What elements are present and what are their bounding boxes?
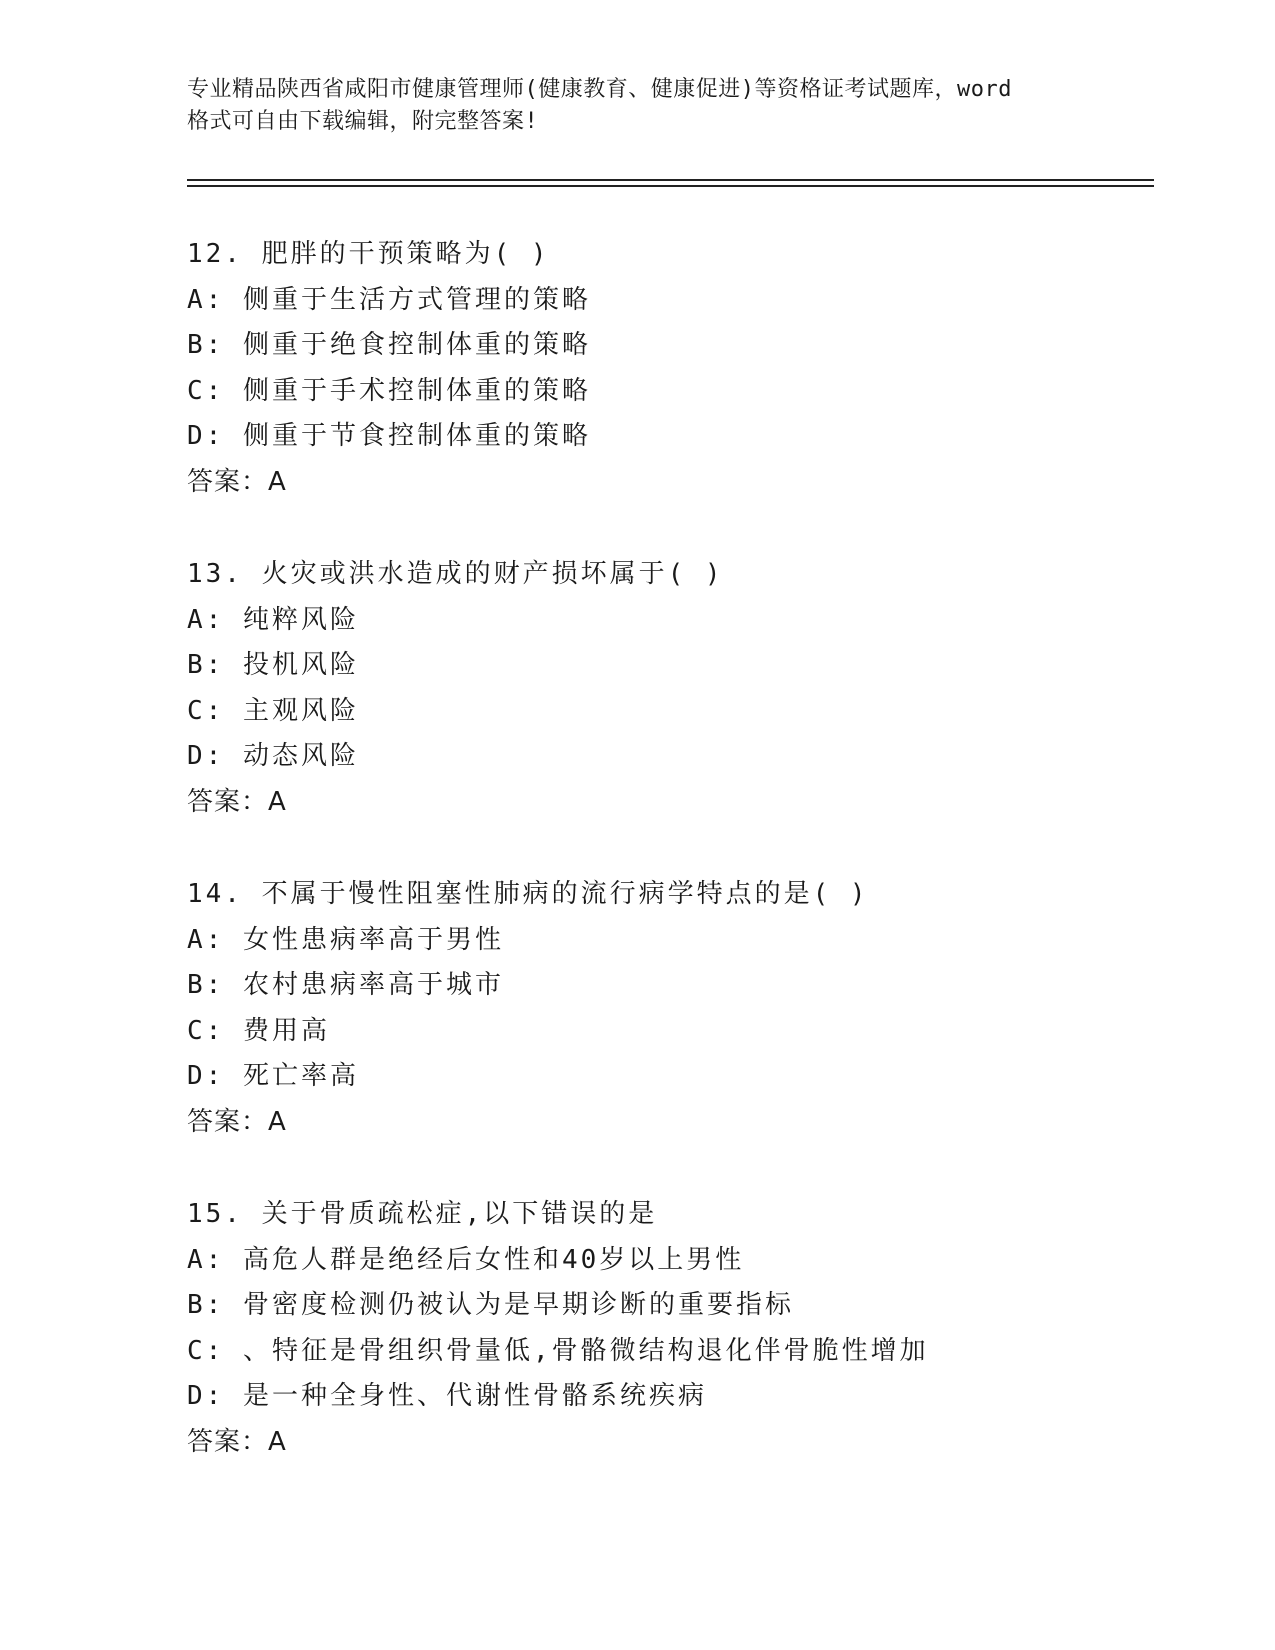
- option-b: B: 侧重于绝食控制体重的策略: [187, 330, 591, 360]
- option-d: D: 侧重于节食控制体重的策略: [187, 421, 591, 451]
- answer: 答案：A: [187, 1106, 287, 1137]
- question-14: [187, 872, 1167, 1145]
- question-15: [187, 1192, 1167, 1465]
- header-line-1: 专业精品陕西省咸阳市健康管理师(健康教育、健康促进)等资格证考试题库，word: [187, 77, 1012, 102]
- header-divider-top: [187, 179, 1154, 181]
- option-b: B: 农村患病率高于城市: [187, 970, 504, 1000]
- option-a: A: 高危人群是绝经后女性和40岁以上男性: [187, 1244, 745, 1275]
- option-d: D: 是一种全身性、代谢性骨骼系统疾病: [187, 1381, 707, 1411]
- question-stem: 13. 火灾或洪水造成的财产损坏属于( ): [187, 559, 724, 589]
- question-12: [187, 232, 1167, 505]
- answer: 答案：A: [187, 786, 287, 817]
- question-stem: 12. 肥胖的干预策略为( ): [187, 239, 550, 269]
- option-a: A: 侧重于生活方式管理的策略: [187, 284, 591, 315]
- option-c: C: 费用高: [187, 1015, 330, 1046]
- answer: 答案：A: [187, 466, 287, 497]
- option-c: C: 、特征是骨组织骨量低,骨骼微结构退化伴骨脆性增加: [187, 1335, 929, 1366]
- question-13: [187, 552, 1167, 825]
- option-a: A: 纯粹风险: [187, 604, 359, 635]
- answer: 答案：A: [187, 1426, 287, 1457]
- option-c: C: 侧重于手术控制体重的策略: [187, 375, 591, 406]
- option-c: C: 主观风险: [187, 695, 359, 726]
- header-divider-bottom: [187, 185, 1154, 187]
- option-a: A: 女性患病率高于男性: [187, 924, 504, 955]
- option-b: B: 投机风险: [187, 650, 359, 680]
- option-d: D: 动态风险: [187, 741, 359, 771]
- document-header: [187, 74, 1087, 138]
- option-d: D: 死亡率高: [187, 1061, 359, 1091]
- question-stem: 15. 关于骨质疏松症,以下错误的是: [187, 1199, 658, 1229]
- option-b: B: 骨密度检测仍被认为是早期诊断的重要指标: [187, 1290, 794, 1320]
- header-line-2: 格式可自由下载编辑，附完整答案!: [187, 109, 539, 134]
- question-stem: 14. 不属于慢性阻塞性肺病的流行病学特点的是( ): [187, 879, 869, 909]
